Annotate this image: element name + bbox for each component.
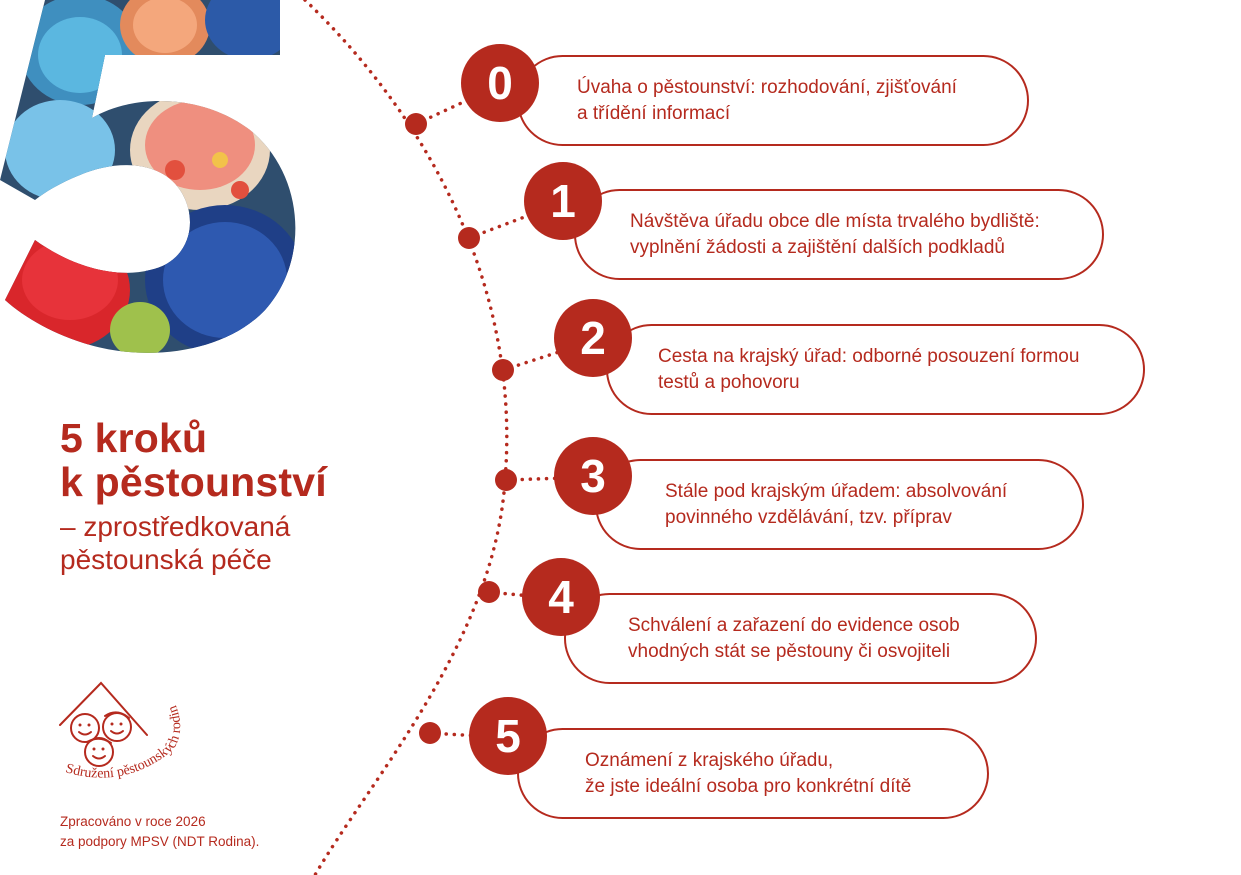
footer-line2: za podpory MPSV (NDT Rodina). bbox=[60, 834, 260, 849]
step-2-number-badge: 2 bbox=[554, 299, 632, 377]
footer-line1: Zpracováno v roce 2026 bbox=[60, 814, 206, 829]
step-4-text: Schválení a zařazení do evidence osob vhodných stát se pěstouny či osvojiteli bbox=[628, 614, 960, 662]
step-3-text: Stále pod krajským úřadem: absolvování povinného vzdělávání, tzv. příprav bbox=[665, 480, 1008, 528]
step-5-number-badge: 5 bbox=[469, 697, 547, 775]
logo-text: Sdružení pěstounských rodin bbox=[64, 703, 185, 782]
timeline-node bbox=[495, 469, 517, 491]
timeline-node bbox=[478, 581, 500, 603]
step-4-number-badge: 4 bbox=[522, 558, 600, 636]
timeline-nodes bbox=[405, 113, 517, 744]
subtitle-line1: – zprostředkovaná bbox=[60, 511, 291, 542]
subtitle-line2: pěstounská péče bbox=[60, 544, 272, 575]
timeline-node bbox=[419, 722, 441, 744]
step-0-text: Úvaha o pěstounství: rozhodování, zjišťování a třídění informací bbox=[577, 76, 957, 124]
organization-logo bbox=[55, 680, 195, 790]
step-1-card bbox=[574, 189, 1104, 280]
title-block bbox=[60, 416, 327, 576]
step-0-card bbox=[517, 55, 1029, 146]
footer-note bbox=[60, 812, 259, 852]
step-5-text: Oznámení z krajského úřadu, že jste ideální osoba pro konkrétní dítě bbox=[585, 749, 912, 797]
timeline-node bbox=[492, 359, 514, 381]
step-5-card bbox=[517, 728, 989, 819]
step-4-card bbox=[564, 593, 1037, 684]
step-3-number-badge: 3 bbox=[554, 437, 632, 515]
step-1-text: Návštěva úřadu obce dle místa trvalého bydliště: vyplnění žádosti a zajištění dalších podkladů bbox=[630, 210, 1040, 258]
step-2-card bbox=[606, 324, 1145, 415]
main-title-line2: k pěstounství bbox=[60, 459, 327, 505]
timeline-node bbox=[405, 113, 427, 135]
step-3-card bbox=[595, 459, 1084, 550]
step-2-text: Cesta na krajský úřad: odborné posouzení formou testů a pohovoru bbox=[658, 345, 1080, 393]
main-title-line1: 5 kroků bbox=[60, 415, 208, 461]
step-0-number-badge: 0 bbox=[461, 44, 539, 122]
step-1-number-badge: 1 bbox=[524, 162, 602, 240]
timeline-node bbox=[458, 227, 480, 249]
